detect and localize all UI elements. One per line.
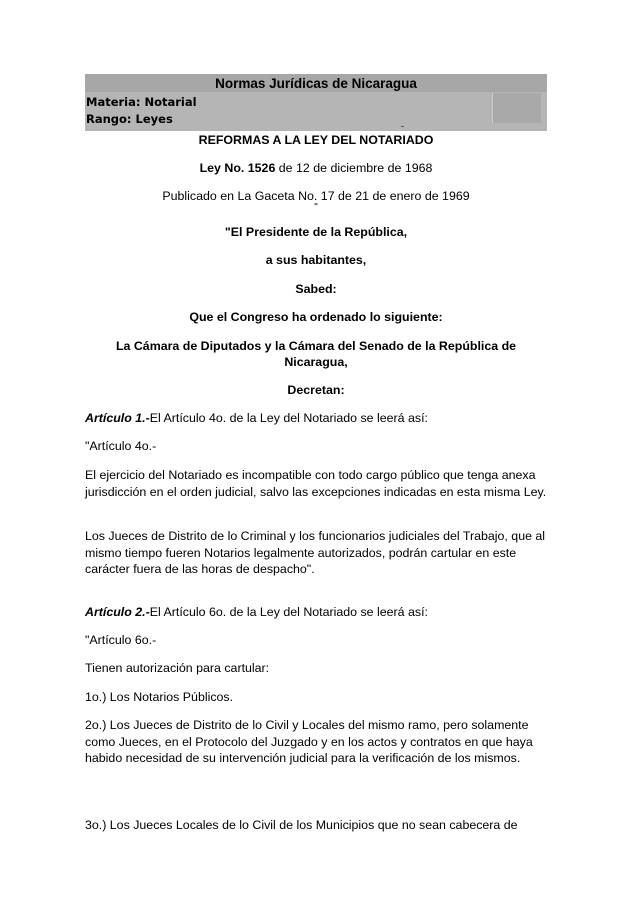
document-title: REFORMAS A LA LEY DEL NOTARIADO xyxy=(198,133,434,147)
article-2-text: El Artículo 6o. de la Ley del Notariado se leerá así: xyxy=(149,605,428,619)
article-1 xyxy=(85,410,555,427)
list-item-2: 2o.) Los Jueces de Distrito de lo Civil y Locales del mismo ramo, pero solamente como Jueces, en el Protocolo del Juzgado y en los actos y contratos en que haya habido necesidad de su intervención judicial para la verificación de los mismos. xyxy=(85,718,533,765)
presidente-line: "El Presidente de la República, xyxy=(224,225,408,239)
ley-number: Ley No. 1526 xyxy=(199,161,276,175)
header-cell xyxy=(492,93,541,123)
quote-mark: " xyxy=(314,202,318,213)
camara-line-2: Nicaragua, xyxy=(284,355,348,369)
camara-line-1: La Cámara de Diputados y la Cámara del Senado de la República de xyxy=(115,339,517,353)
header-materia: Materia: Notarial xyxy=(86,95,197,109)
sabed-line: Sabed: xyxy=(295,282,337,296)
header-rango: Rango: Leyes xyxy=(86,112,173,126)
article-2-label: Artículo 2.- xyxy=(85,605,150,619)
decretan-line: Decretan: xyxy=(287,383,345,397)
article-1-text: El Artículo 4o. de la Ley del Notariado se leerá así: xyxy=(149,411,428,425)
ley-date: de 12 de diciembre de 1968 xyxy=(275,161,433,175)
article-6-intro: Tienen autorización para cartular: xyxy=(85,661,270,675)
header-tick: - xyxy=(401,121,404,131)
article-6-heading: "Artículo 6o.- xyxy=(85,633,157,647)
list-item-3: 3o.) Los Jueces Locales de lo Civil de los Municipios que no sean cabecera de xyxy=(85,818,518,832)
article-4-paragraph-1: El ejercicio del Notariado es incompatible con todo cargo público que tenga anexa jurisdicción en el orden judicial, salvo las excepciones indicadas en esta misma Ley. xyxy=(85,468,547,499)
article-2 xyxy=(85,604,555,621)
list-item-1: 1o.) Los Notarios Públicos. xyxy=(85,690,234,704)
congreso-line: Que el Congreso ha ordenado lo siguiente: xyxy=(189,310,443,324)
article-4-paragraph-2: Los Jueces de Distrito de lo Criminal y los funcionarios judiciales del Trabajo, que al mismo tiempo fueren Notarios legalmente autorizados, podrán cartular en este carácter fuera de las horas de despacho". xyxy=(85,529,546,576)
ley-line xyxy=(85,161,547,176)
article-1-label: Artículo 1.- xyxy=(85,411,150,425)
publication-line: Publicado en La Gaceta No. 17 de 21 de enero de 1969 xyxy=(162,189,470,203)
habitantes-line: a sus habitantes, xyxy=(265,253,367,267)
header-banner xyxy=(85,74,547,131)
header-title: Normas Jurídicas de Nicaragua xyxy=(215,76,417,91)
article-4-heading: "Artículo 4o.- xyxy=(85,439,157,453)
